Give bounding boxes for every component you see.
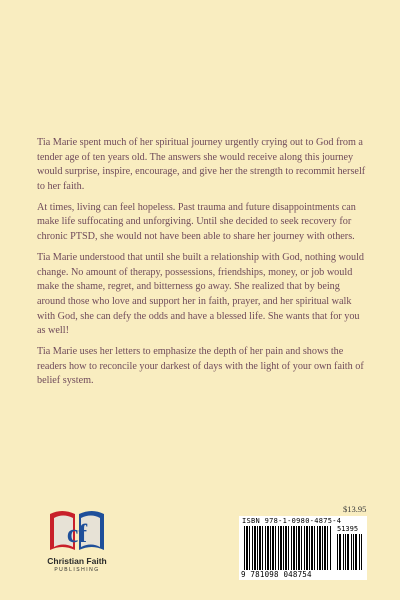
blurb-paragraph-1: Tia Marie spent much of her spiritual journey urgently crying out to God from a tender age of ten years old. The answers she would receive along this journey would surprise, inspire, encourage, and give her the strength to recommit herself to her faith. bbox=[37, 137, 366, 192]
barcode-addon-bars bbox=[337, 534, 363, 570]
isbn-label: ISBN 978-1-0980-4875-4 bbox=[242, 517, 342, 525]
blurb-paragraph-3: Tia Marie understood that until she built a relationship with God, nothing would change. No amount of therapy, possessions, friendships, money, or job would make the shame, regret, and bitterness go away. She realized that by being around those who love and support her in faith, prayer, and her spiritual walk with God, she can defy the odds and have a blessed life. She wants that for you as well! bbox=[37, 252, 365, 337]
back-cover-blurb bbox=[37, 136, 367, 396]
barcode-bars bbox=[244, 526, 332, 570]
barcode-addon-digits: 51395 bbox=[337, 525, 359, 533]
publisher-sub: PUBLISHING bbox=[54, 567, 100, 573]
blurb-paragraph-4: Tia Marie uses her letters to emphasize the depth of her pain and shows the readers how to reconcile your darkest of days with the light of your own faith of belief system. bbox=[37, 346, 364, 387]
blurb-paragraph-2: At times, living can feel hopeless. Past trauma and future disappointments can make life suffocating and unforgiving. Until she decided to seek recovery for chronic PTSD, she would not have been able to share her journey with others. bbox=[37, 201, 356, 243]
isbn-barcode bbox=[239, 516, 367, 580]
logo-letters: cf bbox=[66, 519, 88, 548]
publisher-name: Christian Faith bbox=[47, 556, 107, 566]
price-label: $13.95 bbox=[343, 504, 367, 514]
barcode-digits: 9 781098 048754 bbox=[241, 570, 312, 579]
